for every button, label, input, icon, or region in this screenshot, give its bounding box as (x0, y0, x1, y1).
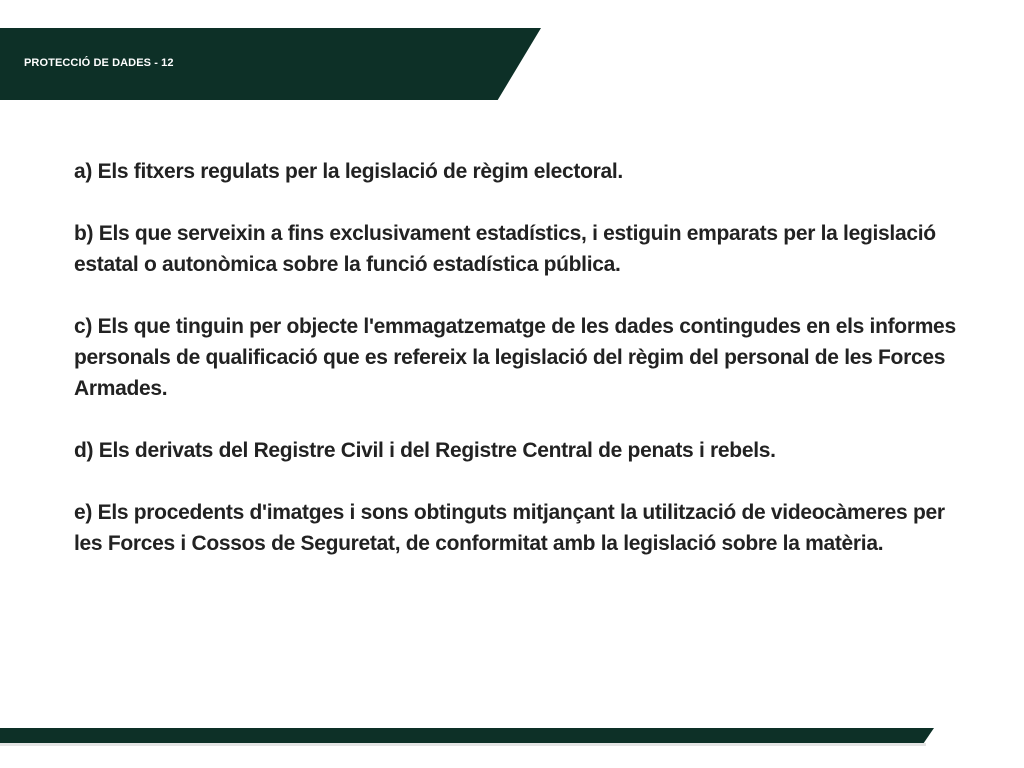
content-list (74, 156, 974, 590)
slide-title: PROTECCIÓ DE DADES - 12 (24, 57, 174, 69)
list-item-c: c) Els que tinguin per objecte l'emmagatzematge de les dades contingudes en els informes personals de qualificació que es refereix la legislació del règim del personal de les Forces Armades. (74, 315, 956, 400)
list-item-a: a) Els fitxers regulats per la legislació de règim electoral. (74, 160, 623, 183)
footer-bar (0, 728, 934, 743)
list-item-b: b) Els que serveixin a fins exclusivament estadístics, i estiguin emparats per la legislació estatal o autonòmica sobre la funció estadística pública. (74, 222, 936, 276)
list-item-d: d) Els derivats del Registre Civil i del Registre Central de penats i rebels. (74, 439, 776, 462)
list-item-e: e) Els procedents d'imatges i sons obtinguts mitjançant la utilització de videocàmeres per les Forces i Cossos de Seguretat, de conformitat amb la legislació sobre la matèria. (74, 501, 945, 555)
footer-divider (0, 743, 926, 746)
